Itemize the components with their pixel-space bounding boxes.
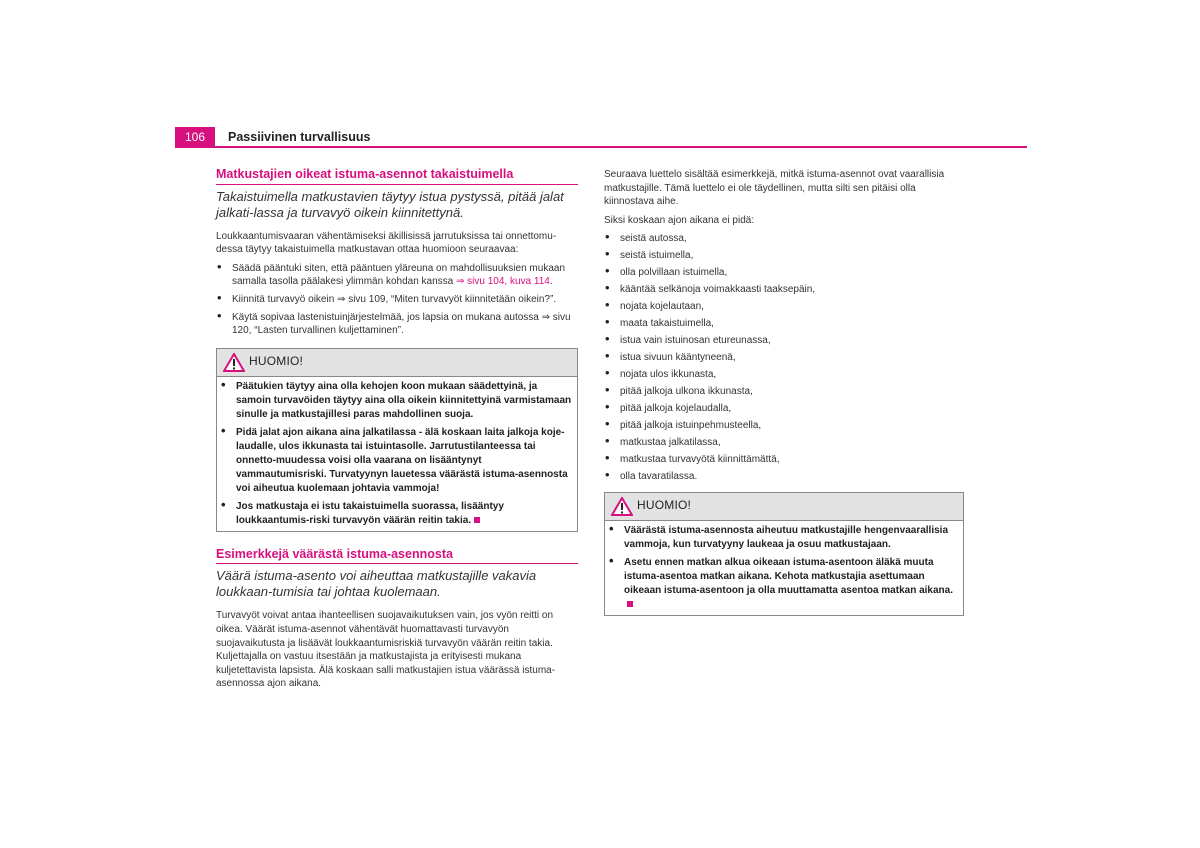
list-item: • pitää jalkoja istuinpehmusteella, bbox=[604, 419, 964, 433]
list-item: • nojata ulos ikkunasta, bbox=[604, 368, 964, 382]
list-item bbox=[216, 311, 578, 338]
section-lead-wrong-posture: Väärä istuma-asento voi aiheuttaa matkustajille vakavia loukkaan-tumisia tai johtaa kuolemaan. bbox=[216, 568, 537, 600]
list-item: • matkustaa turvavyötä kiinnittämättä, bbox=[604, 453, 964, 467]
intro-paragraph: Loukkaantumisvaaran vähentämiseksi äkillisissä jarrutuksissa tai onnettomu-dessa täytyy takaistuimella matkustavan ottaa huomioon seuraavaa: bbox=[216, 230, 557, 256]
list-item: • kääntää selkänoja voimakkaasti taaksepäin, bbox=[604, 283, 964, 297]
section-heading-seating: Matkustajien oikeat istuma-asennot takaistuimella bbox=[216, 168, 578, 185]
bullet-text: Säädä pääntuki siten, että pääntuen yläreuna on mahdollisuuksien mukaan samalla tasolla päälakesi ylimmän kohdan kanssa bbox=[232, 262, 566, 288]
list-intro: Siksi koskaan ajon aikana ei pidä: bbox=[604, 214, 755, 226]
warning-text: Pidä jalat ajon aikana aina jalkatilassa - älä koskaan laita jalkoja koje-laudalle, ulos ikkunasta tai istuintasolle. Jarrutustilanteessa tai onnetto-muudessa voisi olla vaarana on lisääntynyt vammautumisriski. Turvatyynyn lauetessa väärästä istuma-asennosta voi aiheutua kuolemaan johtavia vammoja! bbox=[236, 426, 568, 494]
list-item: • pitää jalkoja ulkona ikkunasta, bbox=[604, 385, 964, 399]
list-item: • maata takaistuimella, bbox=[604, 317, 964, 331]
warning-text: Jos matkustaja ei istu takaistuimella suorassa, lisääntyy loukkaantumis-riski turvavyön väärän reitin takia. bbox=[236, 500, 504, 526]
list-item: • seistä istuimella, bbox=[604, 249, 964, 263]
header-rule bbox=[175, 146, 1027, 148]
page-link[interactable]: ⇒ sivu 104, kuva 114 bbox=[456, 276, 550, 288]
section-heading-wrong-posture: Esimerkkejä väärästä istuma-asennosta bbox=[216, 548, 578, 565]
warning-title: HUOMIO! bbox=[249, 353, 304, 368]
bullet-tail: . bbox=[549, 276, 553, 288]
right-intro-paragraph: Seuraava luettelo sisältää esimerkkejä, mitkä istuma-asennot ovat vaarallisia matkustajille. Tämä luettelo ei ole täydellinen, mutta silti sen pitäisi olla kiinnostava aihe. bbox=[604, 169, 945, 208]
right-column bbox=[604, 168, 964, 632]
warning-item bbox=[220, 380, 573, 422]
page-number: 106 bbox=[175, 127, 215, 147]
warning-text: Päätukien täytyy aina olla kehojen koon mukaan säädettyinä, ja samoin turvavöiden täytyy aina olla oikein kiinnitettyinä varmistamaan sinulle ja matkustajillesi paras mahdollinen suoja. bbox=[236, 380, 572, 420]
prohibited-postures-list bbox=[604, 232, 964, 483]
warning-body bbox=[217, 377, 577, 531]
list-item: • olla polvillaan istuimella, bbox=[604, 266, 964, 280]
warning-item bbox=[220, 426, 573, 496]
list-item bbox=[216, 293, 578, 307]
list-item: • olla tavaratilassa. bbox=[604, 470, 964, 484]
list-item: • nojata kojelautaan, bbox=[604, 300, 964, 314]
warning-header bbox=[605, 493, 963, 521]
warning-box bbox=[604, 492, 964, 616]
warning-item bbox=[608, 524, 959, 552]
end-mark-icon bbox=[474, 517, 480, 523]
list-item: • seistä autossa, bbox=[604, 232, 964, 246]
list-item: • pitää jalkoja kojelaudalla, bbox=[604, 402, 964, 416]
list-item bbox=[216, 262, 578, 289]
list-item: • istua sivuun kääntyneenä, bbox=[604, 351, 964, 365]
body-paragraph: Turvavyöt voivat antaa ihanteellisen suojavaikutuksen vain, jos vyön reitti on oikea. Väärät istuma-asennot vähentävät huomattavasti turvavyön suojavaikutusta ja lisäävät loukkaantumisriskiä turvavyön väärän reitin takia. Kuljettajalla on vastuu itsestään ja matkustajista ja erityisesti mukana kuljetettavista lapsista. Älä koskaan salli matkustajien istua väärässä istuma-asennossa ajon aikana. bbox=[216, 610, 556, 690]
warning-item bbox=[220, 500, 573, 528]
list-item: • istua vain istuinosan etureunassa, bbox=[604, 334, 964, 348]
warning-triangle-icon bbox=[611, 497, 633, 516]
warning-triangle-icon bbox=[223, 353, 245, 372]
warning-box bbox=[216, 348, 578, 532]
bullet-text: Käytä sopivaa lastenistuinjärjestelmää, jos lapsia on mukana autossa ⇒ sivu 120, “Lasten turvallinen kuljettaminen”. bbox=[232, 311, 571, 337]
warning-header bbox=[217, 349, 577, 377]
warning-body bbox=[605, 521, 963, 615]
bullet-text: Kiinnitä turvavyö oikein ⇒ sivu 109, “Miten turvavyöt kiinnitetään oikein?”. bbox=[232, 293, 557, 305]
list-item: • matkustaa jalkatilassa, bbox=[604, 436, 964, 450]
warning-text: Asetu ennen matkan alkua oikeaan istuma-asentoon äläkä muuta istuma-asentoa matkan aikana. Kehota matkustajia asettumaan oikeaan istuma-asentoon ja olla muuttamatta asentoa matkan aikana. bbox=[624, 556, 953, 596]
running-header-title: Passiivinen turvallisuus bbox=[228, 130, 371, 144]
warning-item bbox=[608, 556, 959, 612]
warning-text: Väärästä istuma-asennosta aiheutuu matkustajille hengenvaarallisia vammoja, kun turvatyyny laukeaa ja osuu matkustajaan. bbox=[624, 524, 949, 550]
section-lead-seating: Takaistuimella matkustavien täytyy istua pystyssä, pitää jalat jalkati-lassa ja turvavyö oikein kiinnitettynä. bbox=[216, 188, 564, 220]
left-column bbox=[216, 168, 578, 696]
end-mark-icon bbox=[627, 601, 633, 607]
warning-title: HUOMIO! bbox=[637, 497, 692, 512]
